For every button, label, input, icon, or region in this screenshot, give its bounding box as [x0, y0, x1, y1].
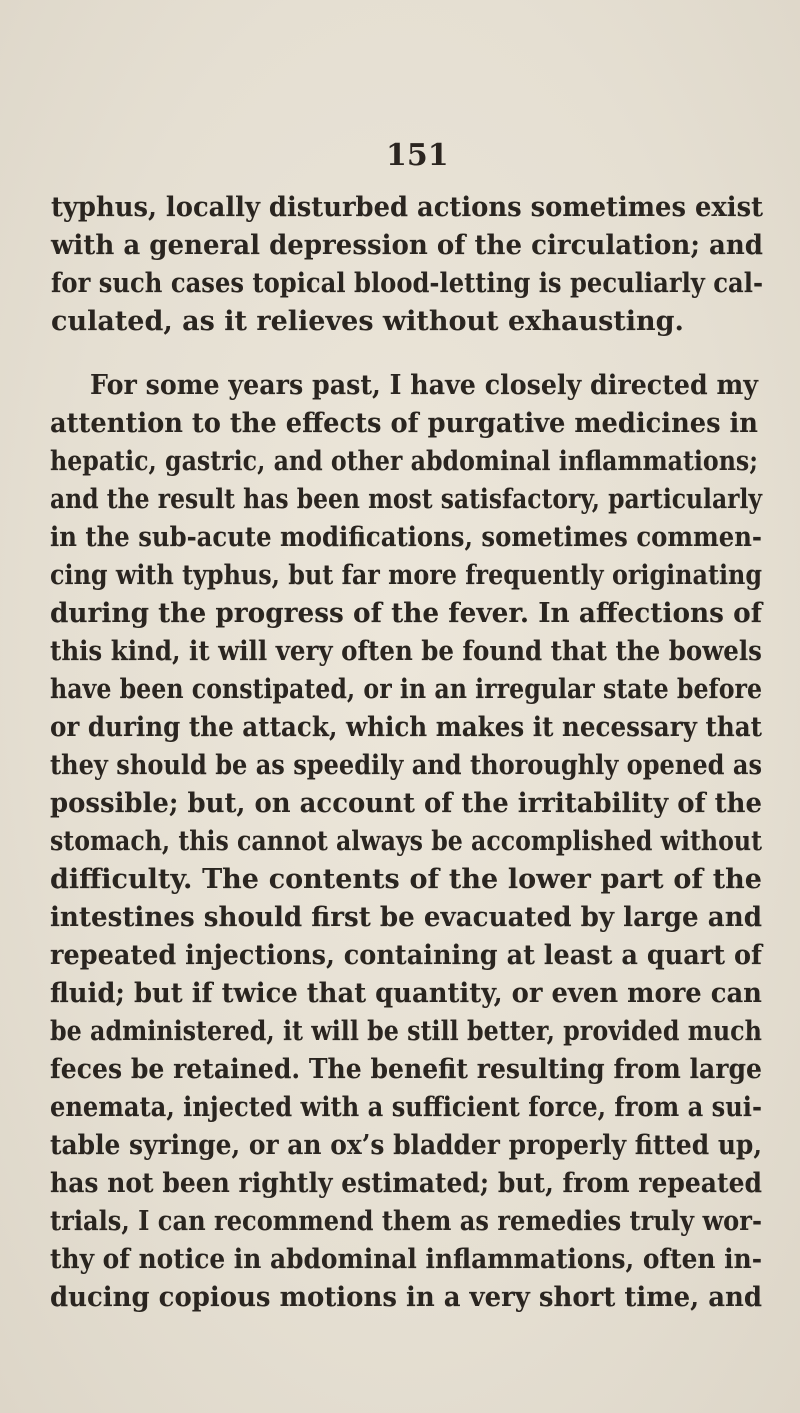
text-line: thy of notice in abdominal inflammations, often in-: [50, 1244, 763, 1275]
text-line: possible; but, on account of the irritability of the: [50, 788, 762, 819]
text-line: feces be retained. The benefit resulting from large: [50, 1054, 762, 1085]
text-line: be administered, it will be still better, provided much: [50, 1016, 762, 1047]
text-line: table syringe, or an ox’s bladder properly fitted up,: [50, 1130, 763, 1161]
text-line: trials, I can recommend them as remedies truly wor-: [50, 1206, 762, 1237]
text-line: fluid; but if twice that quantity, or even more can: [50, 978, 762, 1009]
text-line: and the result has been most satisfactory, particularly: [50, 484, 763, 515]
text-line: with a general depression of the circulation; and: [51, 230, 764, 261]
page-number: 151: [386, 138, 449, 173]
text-line: has not been rightly estimated; but, from repeated: [50, 1168, 762, 1199]
text-line: this kind, it will very often be found that the bowels: [50, 636, 762, 667]
text-line: intestines should first be evacuated by large and: [50, 902, 762, 933]
text-line: or during the attack, which makes it necessary that: [50, 712, 763, 743]
text-line: during the progress of the fever. In affections of: [50, 598, 763, 629]
text-line: have been constipated, or in an irregular state before: [50, 674, 763, 705]
text-line: for such cases topical blood-letting is peculiarly cal-: [51, 268, 764, 299]
text-line: culated, as it relieves without exhausting.: [51, 306, 684, 337]
text-line: enemata, injected with a sufficient force, from a sui-: [50, 1092, 763, 1123]
text-line: repeated injections, containing at least a quart of: [50, 940, 762, 971]
text-line: typhus, locally disturbed actions sometimes exist: [51, 192, 764, 223]
text-line: For some years past, I have closely directed my: [90, 370, 758, 401]
text-line: they should be as speedily and thoroughly opened as: [50, 750, 763, 781]
text-line: difficulty. The contents of the lower part of the: [50, 864, 762, 895]
text-line: ducing copious motions in a very short time, and: [50, 1282, 763, 1313]
text-line: hepatic, gastric, and other abdominal inflammations;: [50, 446, 758, 477]
text-line: in the sub-acute modifications, sometimes commen-: [50, 522, 763, 553]
text-line: cing with typhus, but far more frequently originating: [50, 560, 763, 591]
text-line: stomach, this cannot always be accomplished without: [50, 826, 762, 857]
text-line: attention to the effects of purgative medicines in: [50, 408, 758, 439]
